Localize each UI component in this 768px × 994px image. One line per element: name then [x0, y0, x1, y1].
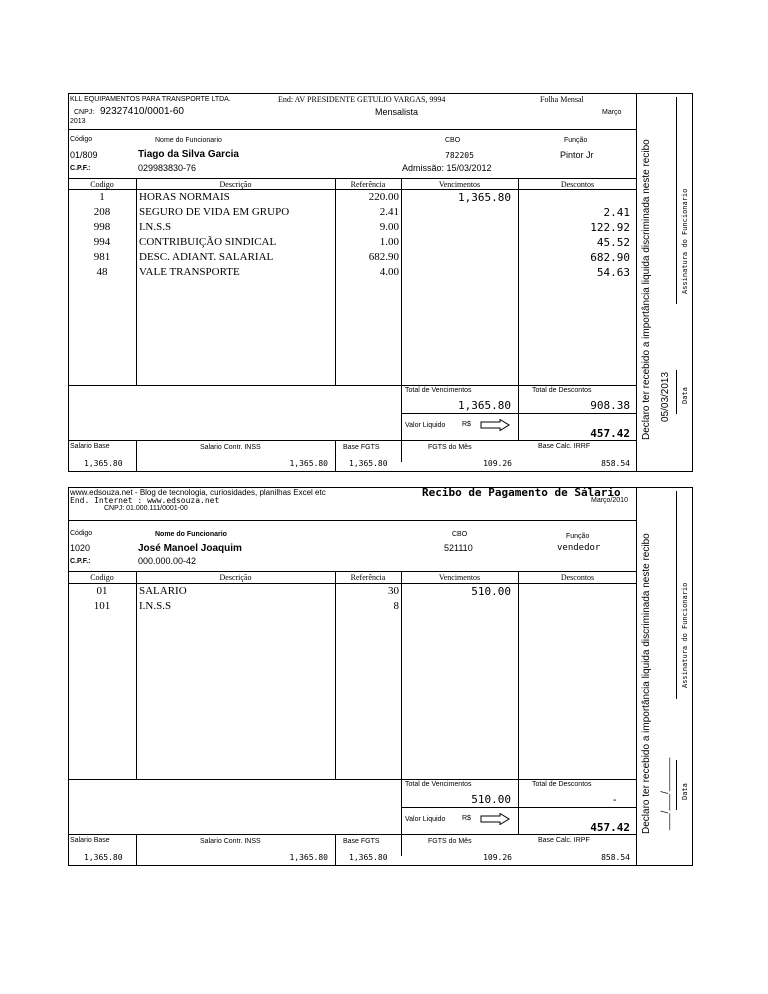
signature-line	[676, 97, 677, 304]
table-cell: 2.41	[379, 206, 399, 218]
table-top	[68, 571, 637, 572]
col-sep	[136, 440, 137, 472]
table-cell: DESC. ADIANT. SALARIAL	[139, 251, 274, 263]
col-descricao-header: Descrição	[219, 573, 252, 582]
table-top	[68, 178, 637, 179]
total-descontos: -	[611, 793, 618, 806]
total-venc-label: Total de Vencimentos	[405, 387, 472, 394]
total-vencimentos: 1,365.80	[458, 399, 511, 412]
cpf-label: C.P.F.:	[70, 165, 91, 172]
salario-base-label: Salario Base	[70, 443, 110, 450]
employee-code: 1020	[70, 543, 91, 553]
declaro-text: Declaro ter recebido a importância liquida discriminada neste recibo	[641, 139, 652, 440]
cnpj-value: 92327410/0001-60	[100, 106, 184, 117]
salario-contr-value: 1,365.80	[289, 459, 328, 468]
table-cell: 220.00	[368, 191, 399, 203]
month-label: Março	[602, 109, 622, 116]
bases-top	[68, 834, 637, 835]
bases-top	[68, 440, 637, 441]
cpf-label: C.P.F.:	[70, 558, 91, 565]
funcao-label: Função	[566, 533, 590, 540]
total-descontos: 908.38	[590, 399, 630, 412]
cnpj-value: CNPJ: 01.000.111/0001-00	[104, 505, 188, 512]
base-irrf-label: Base Calc. IRPF	[538, 837, 590, 844]
funcao-value: Pintor Jr	[560, 150, 594, 160]
assinatura-label: Assinatura do Funcionario	[681, 582, 689, 688]
codigo-label: Código	[70, 530, 93, 537]
table-cell: VALE TRANSPORTE	[139, 266, 240, 278]
table-cell	[401, 220, 511, 235]
company-name: KLL EQUIPAMENTOS PARA TRANSPORTE LTDA.	[70, 96, 231, 103]
total-desc-label: Total de Descontos	[532, 781, 592, 788]
arrow-right-icon	[480, 813, 510, 825]
nome-label: Nome do Funcionario	[155, 137, 222, 144]
base-irrf-value: 858.54	[601, 853, 630, 862]
col-codigo-header: Codigo	[90, 180, 114, 189]
table-cell: 01	[96, 585, 108, 597]
mensalista-label: Mensalista	[375, 107, 419, 117]
col-referencia-header: Referência	[350, 180, 386, 189]
folha-label: Folha Mensal	[540, 95, 584, 104]
base-fgts-label: Base FGTS	[343, 838, 380, 845]
assinatura-label: Assinatura do Funcionario	[681, 188, 689, 294]
cnpj-label: CNPJ:	[74, 109, 95, 116]
cbo-label: CBO	[445, 137, 461, 144]
signature-line	[676, 491, 677, 699]
salario-base-value: 1,365.80	[84, 853, 123, 862]
table-cell	[518, 190, 630, 205]
col-referencia-header: Referência	[350, 573, 386, 582]
col-sep	[335, 440, 336, 472]
cbo-value: 782205	[445, 151, 474, 160]
table-cell: 510.00	[471, 585, 511, 598]
data-label: Data	[681, 783, 689, 800]
items-descriptions	[139, 190, 334, 280]
data-label: Data	[681, 387, 689, 404]
receipt-title: Recibo de Pagamento de Sálario	[422, 486, 621, 499]
admissao-value: Admissão: 15/03/2012	[402, 163, 492, 173]
base-fgts-value: 1,365.80	[349, 853, 388, 862]
col-codigo-header: Codigo	[90, 573, 114, 582]
employee-code: 01/809	[70, 150, 98, 160]
month-label: Março/2010	[591, 497, 628, 504]
table-cell: SALARIO	[139, 585, 187, 597]
valor-liquido-label: Valor Liquido	[405, 816, 446, 823]
base-fgts-label: Base FGTS	[343, 444, 380, 451]
table-cell: 48	[96, 266, 108, 278]
base-irrf-value: 858.54	[601, 459, 630, 468]
items-codes	[68, 190, 136, 280]
items-references	[335, 190, 399, 280]
salario-contr-value: 1,365.80	[289, 853, 328, 862]
codigo-label: Código	[70, 136, 93, 143]
nome-label: Nome do Funcionario	[155, 531, 227, 538]
valor-liquido-value: 457.42	[590, 821, 630, 834]
items-codes	[68, 584, 136, 614]
table-cell: 981	[93, 251, 111, 263]
divider	[68, 520, 637, 521]
table-cell	[401, 265, 511, 280]
table-cell: 9.00	[379, 221, 399, 233]
items-vencimentos	[401, 584, 511, 614]
col-descontos-header: Descontos	[560, 573, 595, 582]
salario-contr-label: Salario Contr. INSS	[200, 838, 261, 845]
total-venc-label: Total de Vencimentos	[405, 781, 472, 788]
items-references	[335, 584, 399, 614]
totals-top	[68, 779, 637, 780]
table-cell: SEGURO DE VIDA EM GRUPO	[139, 206, 290, 218]
rs-label: R$	[462, 421, 471, 428]
divider	[68, 129, 637, 130]
base-irrf-label: Base Calc. IRRF	[538, 443, 591, 450]
table-cell: 4.00	[379, 266, 399, 278]
col-vencimentos-header: Vencimentos	[438, 573, 481, 582]
table-cell: 8	[393, 600, 399, 612]
total-vencimentos: 510.00	[471, 793, 511, 806]
table-cell: 30	[388, 585, 399, 597]
valor-liquido-label: Valor Liquido	[405, 422, 446, 429]
receipt-date: 05/03/2013	[660, 371, 671, 422]
fgts-mes-label: FGTS do Mês	[428, 444, 472, 451]
table-cell: 45.52	[596, 236, 630, 249]
employee-name: Tiago da Silva Garcia	[138, 149, 239, 160]
table-cell: I.N.S.S	[139, 221, 172, 233]
funcao-value: vendedor	[557, 543, 601, 553]
funcao-label: Função	[564, 137, 588, 144]
valor-liquido-value: 457.42	[590, 427, 630, 440]
table-cell: HORAS NORMAIS	[139, 191, 230, 203]
table-cell: 1.00	[379, 236, 399, 248]
cpf-value: 000.000.00-42	[138, 556, 197, 566]
fgts-mes-value: 109.26	[483, 853, 512, 862]
date-line	[676, 760, 677, 810]
col-sep	[335, 834, 336, 866]
table-cell: 101	[93, 600, 111, 612]
items-vencimentos	[401, 190, 511, 280]
totals-top	[68, 385, 637, 386]
divider	[401, 413, 637, 414]
salario-base-value: 1,365.80	[84, 459, 123, 468]
divider	[401, 807, 637, 808]
fgts-mes-value: 109.26	[483, 459, 512, 468]
base-fgts-value: 1,365.80	[349, 459, 388, 468]
site-line: www.edsouza.net - Blog de tecnologia, curiosidades, planilhas Excel etc	[70, 488, 326, 497]
table-cell: I.N.S.S	[139, 600, 172, 612]
table-cell: 2.41	[603, 206, 630, 219]
items-descriptions	[139, 584, 334, 614]
table-cell	[401, 205, 511, 220]
employee-name: José Manoel Joaquim	[138, 543, 242, 554]
col-vencimentos-header: Vencimentos	[438, 180, 481, 189]
cbo-value: 521110	[444, 543, 473, 553]
table-cell: 998	[93, 221, 111, 233]
table-cell	[401, 250, 511, 265]
col-sep	[136, 834, 137, 866]
table-cell: 208	[93, 206, 111, 218]
table-cell	[401, 235, 511, 250]
table-cell: 54.63	[596, 266, 630, 279]
table-cell: 122.92	[590, 221, 630, 234]
table-cell	[401, 599, 511, 614]
end-internet: End. Internet : www.edsouza.net	[70, 496, 220, 505]
cbo-label: CBO	[452, 531, 468, 538]
table-cell: CONTRIBUIÇÃO SINDICAL	[139, 236, 277, 248]
rs-label: R$	[462, 815, 471, 822]
total-desc-label: Total de Descontos	[532, 387, 592, 394]
items-descontos	[518, 190, 630, 280]
arrow-right-icon	[480, 419, 510, 431]
col-descricao-header: Descrição	[219, 180, 252, 189]
cpf-value: 029983830-76	[138, 163, 197, 173]
col-sep	[136, 178, 137, 385]
table-cell: 682.90	[590, 251, 630, 264]
col-sep	[136, 571, 137, 779]
table-cell: 1	[99, 191, 105, 203]
declaro-text: Declaro ter recebido a importância liquida discriminada neste recibo	[641, 533, 652, 834]
table-cell: 994	[93, 236, 111, 248]
col-descontos-header: Descontos	[560, 180, 595, 189]
date-line	[676, 370, 677, 414]
table-cell: 1,365.80	[458, 191, 511, 204]
table-cell: 682.90	[368, 251, 399, 263]
year-label: 2013	[70, 118, 86, 125]
salario-base-label: Salario Base	[70, 837, 110, 844]
fgts-mes-label: FGTS do Mês	[428, 838, 472, 845]
salario-contr-label: Salario Contr. INSS	[200, 444, 261, 451]
company-address: End: AV PRESIDENTE GETULIO VARGAS, 9994	[278, 95, 446, 104]
receipt-date: ___/___/______	[660, 757, 671, 830]
